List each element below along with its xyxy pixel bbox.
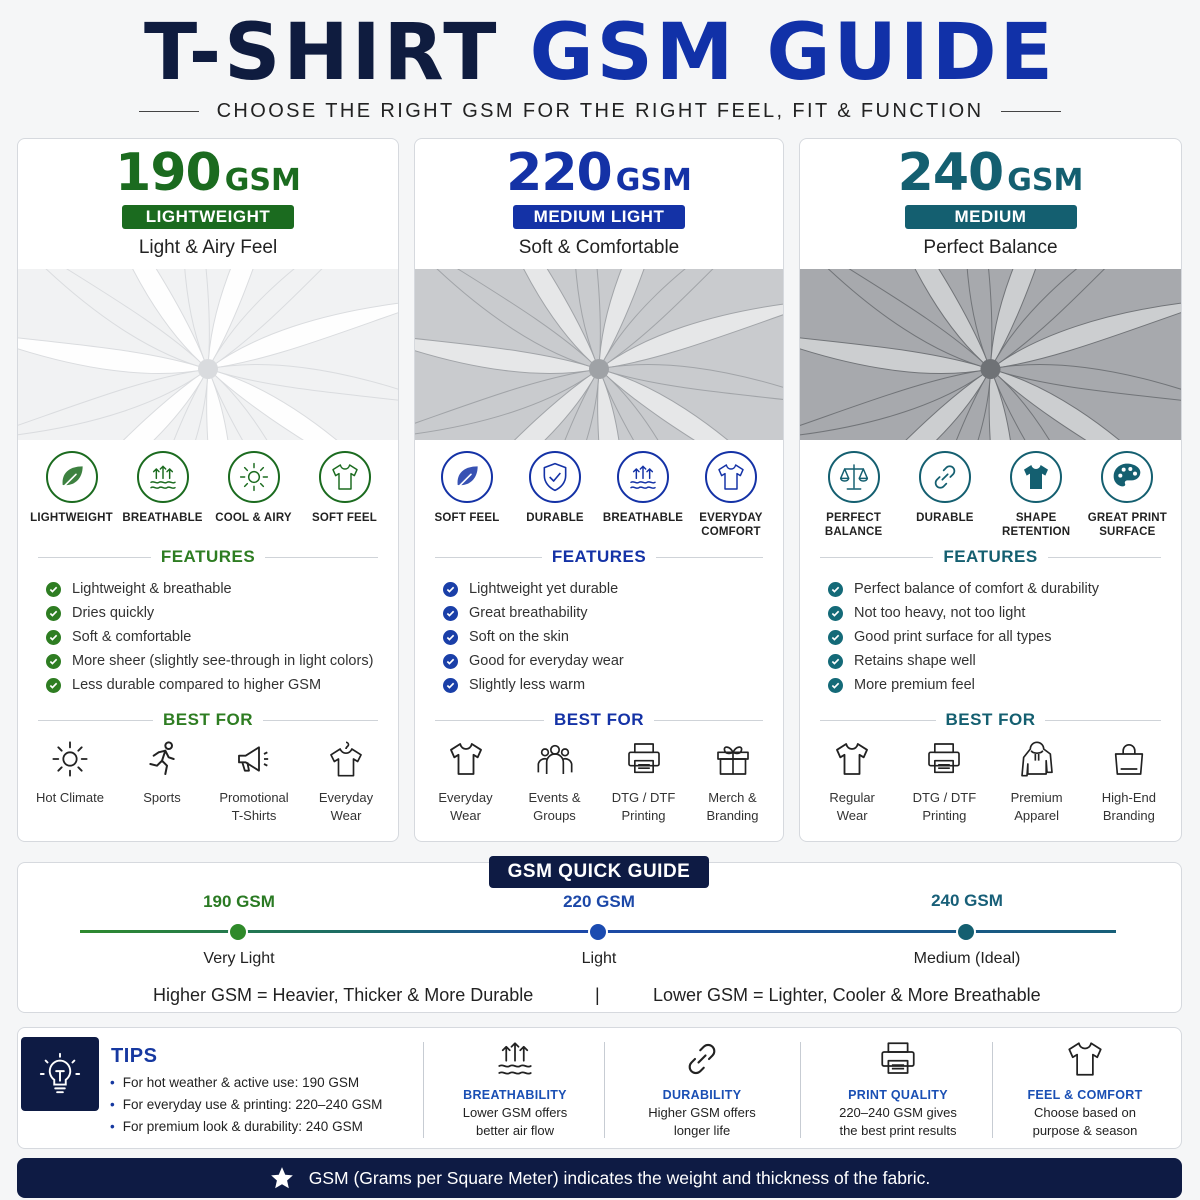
title-part2: GSM GUIDE bbox=[529, 8, 1056, 98]
divider bbox=[604, 1042, 605, 1138]
gsm-heading bbox=[800, 143, 1181, 203]
tip-text: purpose & season bbox=[1032, 1123, 1138, 1138]
feature-text: Retains shape well bbox=[854, 653, 976, 669]
property-label: SOFT FEEL bbox=[434, 512, 500, 524]
footer-note bbox=[17, 1158, 1182, 1198]
printer-icon bbox=[599, 739, 688, 779]
feature-item bbox=[443, 625, 773, 649]
best-for-title: BEST FOR bbox=[554, 710, 644, 729]
property-label: BREATHABLE bbox=[602, 512, 684, 524]
guide-label-220: 220 GSM bbox=[563, 892, 635, 911]
tip-text: Lower GSM offers bbox=[462, 1105, 568, 1120]
marker-240 bbox=[957, 923, 975, 941]
shield-icon bbox=[529, 451, 581, 503]
best-for-label: Regular bbox=[829, 790, 875, 805]
tip-heading: FEEL & COMFORT bbox=[1027, 1088, 1143, 1102]
tip-breathability bbox=[438, 1038, 592, 1140]
features-heading bbox=[435, 547, 763, 567]
gsm-number: 190 bbox=[115, 143, 221, 203]
best-for-item bbox=[510, 739, 599, 825]
gsm-heading bbox=[415, 143, 783, 203]
feature-item bbox=[46, 625, 388, 649]
airflow-icon bbox=[617, 451, 669, 503]
feel-text: Light & Airy Feel bbox=[138, 237, 278, 258]
property-label: PERFECT bbox=[826, 512, 882, 524]
check-icon bbox=[443, 630, 458, 645]
best-for-label: Wear bbox=[450, 808, 481, 823]
chain-link-icon bbox=[681, 1038, 723, 1080]
best-for-list bbox=[415, 739, 783, 825]
property-label: EVERYDAY bbox=[699, 512, 763, 524]
tip-text: Choose based on bbox=[1034, 1105, 1136, 1120]
tip-text: the best print results bbox=[839, 1123, 957, 1138]
features-list bbox=[46, 577, 388, 697]
property-3 bbox=[301, 451, 389, 525]
gsm-unit: GSM bbox=[615, 163, 692, 198]
gsm-number: 220 bbox=[506, 143, 612, 203]
check-icon bbox=[828, 606, 843, 621]
check-icon bbox=[46, 582, 61, 597]
feature-text: Dries quickly bbox=[72, 605, 155, 621]
tshirt-icon bbox=[806, 739, 898, 779]
best-for-item bbox=[991, 739, 1083, 825]
gsm-unit: GSM bbox=[1007, 163, 1084, 198]
tip-heading: PRINT QUALITY bbox=[848, 1088, 948, 1102]
feature-item bbox=[828, 625, 1171, 649]
property-label: SURFACE bbox=[1099, 526, 1156, 539]
gsm-card-220 bbox=[414, 138, 784, 842]
gsm-number: 240 bbox=[897, 143, 1004, 203]
feature-text: Soft on the skin bbox=[469, 629, 569, 645]
property-1 bbox=[119, 451, 207, 525]
feature-text: Great breathability bbox=[469, 605, 588, 621]
best-for-label: Premium bbox=[1010, 790, 1063, 805]
property-label: COMFORT bbox=[701, 526, 761, 539]
property-label: LIGHTWEIGHT bbox=[30, 512, 113, 524]
best-for-label: Apparel bbox=[1014, 808, 1060, 823]
marker-190 bbox=[229, 923, 247, 941]
best-for-item bbox=[806, 739, 898, 825]
features-title: FEATURES bbox=[551, 547, 647, 566]
feature-item bbox=[46, 601, 388, 625]
feature-item bbox=[828, 673, 1171, 697]
megaphone-icon bbox=[208, 739, 300, 779]
best-for-label: Promotional bbox=[219, 790, 289, 805]
tip-text: better air flow bbox=[475, 1123, 555, 1138]
best-for-label: DTG / DTF bbox=[912, 790, 977, 805]
feature-text: Less durable compared to higher GSM bbox=[72, 677, 322, 693]
tips-title: TIPS bbox=[111, 1045, 158, 1067]
page-subtitle: CHOOSE THE RIGHT GSM FOR THE RIGHT FEEL, FIT & FUNCTION bbox=[216, 100, 984, 122]
property-2 bbox=[210, 451, 298, 525]
property-label: COOL & AIRY bbox=[215, 512, 292, 524]
gsm-unit: GSM bbox=[224, 163, 301, 198]
property-icons bbox=[18, 451, 398, 525]
best-for-label: Hot Climate bbox=[36, 790, 104, 805]
check-icon bbox=[828, 678, 843, 693]
best-for-title: BEST FOR bbox=[945, 710, 1036, 729]
fabric-swirl-image bbox=[800, 269, 1181, 440]
feature-text: More sheer (slightly see-through in light colors) bbox=[72, 653, 374, 669]
check-icon bbox=[443, 582, 458, 597]
sun-icon bbox=[228, 451, 280, 503]
tshirt-icon bbox=[1064, 1038, 1106, 1080]
property-0 bbox=[423, 451, 511, 540]
tshirt-icon bbox=[1010, 451, 1062, 503]
feature-item bbox=[443, 649, 773, 673]
title-part1: T-SHIRT bbox=[144, 8, 500, 98]
best-for-label: Branding bbox=[1102, 808, 1155, 823]
tips-list bbox=[110, 1072, 382, 1138]
rule-higher-gsm: Higher GSM = Heavier, Thicker & More Durable bbox=[153, 985, 534, 1005]
divider bbox=[992, 1042, 993, 1138]
property-0 bbox=[810, 451, 898, 540]
feature-item bbox=[46, 673, 388, 697]
tip-text: Higher GSM offers bbox=[648, 1105, 756, 1120]
feature-text: Perfect balance of comfort & durability bbox=[854, 581, 1100, 597]
property-label: SHAPE bbox=[1015, 512, 1057, 524]
quick-guide-panel bbox=[17, 862, 1182, 1013]
rule-separator: | bbox=[595, 985, 600, 1005]
best-for-item bbox=[688, 739, 777, 825]
best-for-item bbox=[1083, 739, 1175, 825]
property-3 bbox=[1083, 451, 1171, 540]
best-for-label: Events & bbox=[528, 790, 581, 805]
best-for-list bbox=[800, 739, 1181, 825]
best-for-label: Printing bbox=[922, 808, 967, 823]
check-icon bbox=[828, 630, 843, 645]
feature-text: Not too heavy, not too light bbox=[854, 605, 1026, 621]
check-icon bbox=[443, 606, 458, 621]
feature-text: Good for everyday wear bbox=[469, 653, 624, 669]
leaf-icon bbox=[441, 451, 493, 503]
property-label: BREATHABLE bbox=[122, 512, 203, 524]
fabric-swirl-image bbox=[18, 269, 398, 440]
best-for-label: Printing bbox=[621, 808, 666, 823]
best-for-item bbox=[208, 739, 300, 825]
best-for-label: Merch & bbox=[708, 790, 757, 805]
printer-icon bbox=[877, 1038, 919, 1080]
best-for-label: Everyday bbox=[438, 790, 493, 805]
best-for-label: Wear bbox=[836, 808, 868, 823]
best-for-label: DTG / DTF bbox=[611, 790, 676, 805]
check-icon bbox=[828, 654, 843, 669]
gsm-card-240 bbox=[799, 138, 1182, 842]
tip-durability bbox=[622, 1038, 782, 1140]
tip-item: • For everyday use & printing: 220–240 GSM bbox=[110, 1094, 382, 1116]
features-list bbox=[828, 577, 1171, 697]
tip-heading: DURABILITY bbox=[662, 1088, 742, 1102]
feature-item bbox=[46, 577, 388, 601]
tip-text: 220–240 GSM gives bbox=[839, 1105, 957, 1120]
airflow-icon bbox=[494, 1038, 536, 1080]
best-for-label: Sports bbox=[143, 790, 181, 805]
check-icon bbox=[46, 630, 61, 645]
check-icon bbox=[828, 582, 843, 597]
check-icon bbox=[46, 654, 61, 669]
features-list bbox=[443, 577, 773, 697]
tshirt-hanger-icon bbox=[300, 739, 392, 779]
hoodie-icon bbox=[991, 739, 1083, 779]
rule-lower-gsm: Lower GSM = Lighter, Cooler & More Breathable bbox=[653, 985, 1041, 1005]
best-for-item bbox=[116, 739, 208, 825]
best-for-item bbox=[300, 739, 392, 825]
property-label: BALANCE bbox=[824, 526, 883, 539]
best-for-item bbox=[599, 739, 688, 825]
feature-text: Lightweight & breathable bbox=[72, 581, 232, 597]
feel-text: Perfect Balance bbox=[923, 237, 1058, 258]
tshirt-icon bbox=[705, 451, 757, 503]
features-title: FEATURES bbox=[160, 547, 256, 566]
property-icons bbox=[800, 451, 1181, 540]
weight-badge: LIGHTWEIGHT bbox=[122, 205, 294, 229]
divider bbox=[800, 1042, 801, 1138]
tip-feel-comfort bbox=[1008, 1038, 1162, 1140]
chain-link-icon bbox=[919, 451, 971, 503]
page-title bbox=[0, 8, 1200, 98]
marker-220 bbox=[589, 923, 607, 941]
best-for-label: T-Shirts bbox=[231, 808, 277, 823]
tips-panel bbox=[17, 1027, 1182, 1149]
tip-heading: BREATHABILITY bbox=[463, 1088, 567, 1102]
property-2 bbox=[599, 451, 687, 540]
airflow-icon bbox=[137, 451, 189, 503]
feature-text: Good print surface for all types bbox=[854, 629, 1052, 645]
feature-item bbox=[828, 649, 1171, 673]
best-for-item bbox=[421, 739, 510, 825]
printer-icon bbox=[898, 739, 990, 779]
divider bbox=[423, 1042, 424, 1138]
page-header bbox=[0, 0, 1200, 123]
weight-badge: MEDIUM bbox=[905, 205, 1077, 229]
property-1 bbox=[511, 451, 599, 540]
best-for-item bbox=[24, 739, 116, 825]
features-heading bbox=[38, 547, 378, 567]
guide-label-240: 240 GSM bbox=[931, 891, 1003, 910]
tshirt-icon bbox=[319, 451, 371, 503]
property-icons bbox=[415, 451, 783, 540]
lightbulb-icon bbox=[21, 1037, 99, 1111]
property-1 bbox=[901, 451, 989, 540]
property-label: GREAT PRINT bbox=[1087, 512, 1168, 524]
tip-text: longer life bbox=[673, 1123, 731, 1138]
feature-text: More premium feel bbox=[854, 677, 975, 693]
guide-label-190: 190 GSM bbox=[203, 892, 275, 911]
best-for-title: BEST FOR bbox=[163, 710, 253, 729]
star-icon bbox=[269, 1165, 295, 1191]
property-0 bbox=[28, 451, 116, 525]
feature-item bbox=[443, 601, 773, 625]
weight-badge: MEDIUM LIGHT bbox=[513, 205, 685, 229]
guide-desc-220: Light bbox=[581, 950, 617, 967]
property-label: RETENTION bbox=[1002, 526, 1071, 539]
feature-item bbox=[46, 649, 388, 673]
best-for-label: Wear bbox=[330, 808, 362, 823]
check-icon bbox=[46, 678, 61, 693]
features-heading bbox=[820, 547, 1161, 567]
feature-item bbox=[443, 577, 773, 601]
divider bbox=[1001, 111, 1061, 112]
divider bbox=[139, 111, 199, 112]
scale-icon bbox=[828, 451, 880, 503]
quick-guide-title: GSM QUICK GUIDE bbox=[489, 856, 709, 888]
property-label: DURABLE bbox=[526, 512, 584, 524]
feature-item bbox=[828, 601, 1171, 625]
feature-item bbox=[828, 577, 1171, 601]
group-icon bbox=[510, 739, 599, 779]
runner-icon bbox=[116, 739, 208, 779]
feature-text: Lightweight yet durable bbox=[469, 581, 619, 597]
palette-icon bbox=[1101, 451, 1153, 503]
footer-text: GSM (Grams per Square Meter) indicates the weight and thickness of the fabric. bbox=[308, 1167, 931, 1188]
guide-desc-240: Medium (Ideal) bbox=[913, 950, 1021, 967]
tshirt-icon bbox=[421, 739, 510, 779]
property-label: DURABLE bbox=[916, 512, 974, 524]
tip-print-quality bbox=[814, 1038, 982, 1140]
fabric-swirl-image bbox=[415, 269, 783, 440]
features-title: FEATURES bbox=[943, 547, 1038, 566]
check-icon bbox=[46, 606, 61, 621]
check-icon bbox=[443, 678, 458, 693]
feel-text: Soft & Comfortable bbox=[518, 237, 680, 258]
sun-icon bbox=[24, 739, 116, 779]
feature-text: Soft & comfortable bbox=[72, 629, 192, 645]
best-for-label: Groups bbox=[533, 808, 576, 823]
check-icon bbox=[443, 654, 458, 669]
best-for-heading bbox=[435, 710, 763, 730]
best-for-label: High-End bbox=[1101, 790, 1156, 805]
guide-desc-190: Very Light bbox=[203, 950, 275, 967]
leaf-icon bbox=[46, 451, 98, 503]
best-for-list bbox=[18, 739, 398, 825]
property-2 bbox=[992, 451, 1080, 540]
best-for-label: Everyday bbox=[318, 790, 374, 805]
shopping-bag-icon bbox=[1083, 739, 1175, 779]
best-for-heading bbox=[820, 710, 1161, 730]
feature-item bbox=[443, 673, 773, 697]
gsm-card-190 bbox=[17, 138, 399, 842]
best-for-item bbox=[898, 739, 990, 825]
gift-icon bbox=[688, 739, 777, 779]
best-for-heading bbox=[38, 710, 378, 730]
best-for-label: Branding bbox=[706, 808, 759, 823]
gsm-heading bbox=[18, 143, 398, 203]
property-3 bbox=[687, 451, 775, 540]
property-label: SOFT FEEL bbox=[311, 512, 378, 524]
tip-item: • For hot weather & active use: 190 GSM bbox=[110, 1072, 382, 1094]
tip-item: • For premium look & durability: 240 GSM bbox=[110, 1116, 382, 1138]
feature-text: Slightly less warm bbox=[469, 677, 586, 693]
